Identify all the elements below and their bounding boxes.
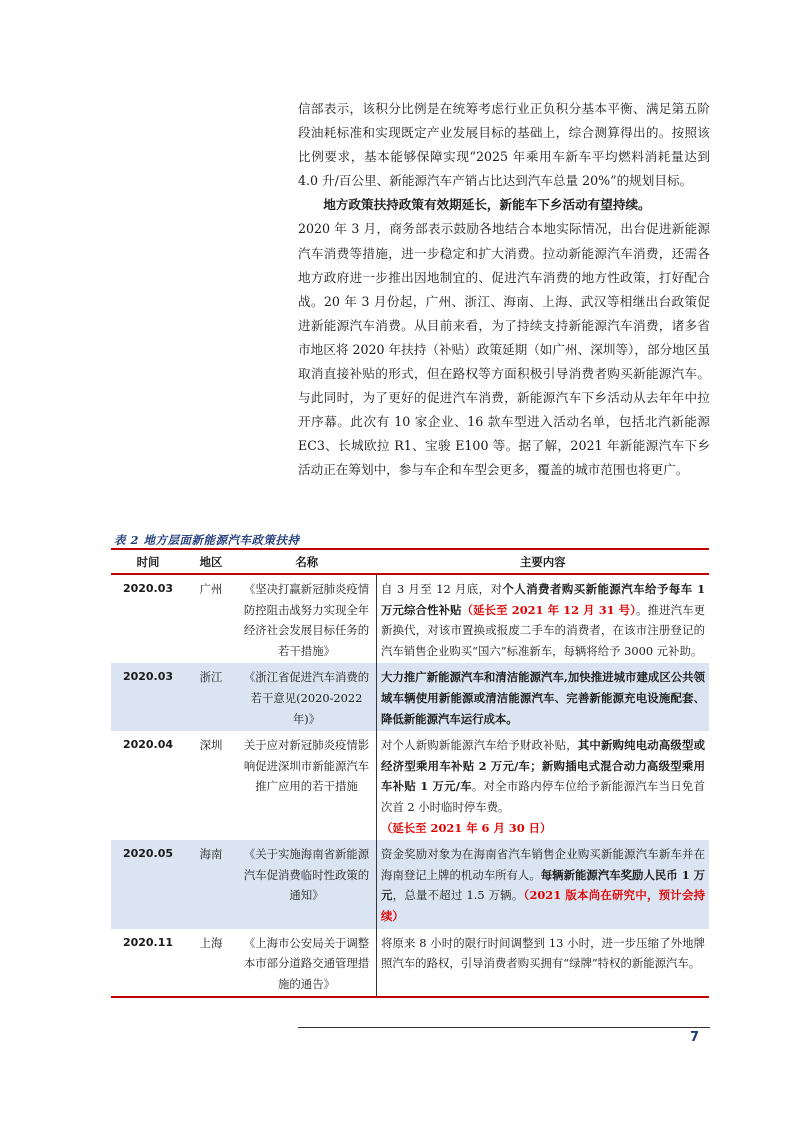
table-row xyxy=(111,929,709,998)
row-region: 深圳 xyxy=(185,731,237,840)
row-date: 2020.05 xyxy=(111,840,185,928)
content-text: ，总量不超过 1.5 万辆。 xyxy=(392,888,524,903)
row-policy-name: 《上海市公安局关于调整本市部分道路交通管理措施的通告》 xyxy=(237,929,377,998)
paragraph-2-body: 2020 年 3 月，商务部表示鼓励各地结合本地实际情况，出台促进新能源汽车消费等措施，进一步稳定和扩大消费。拉动新能源汽车消费，还需各地方政府进一步推出因地制宜的、促进汽车消费的地方性政策，打好配合战。20 年 3 月份起，广州、浙江、海南、上海、武汉等相继出台政策促进新能源汽车消费。从目前来看，为了持续支持新能源汽车消费，诸多省市地区将 2020 年扶持（补贴）政策延期（如广州、深圳等），部分地区虽取消直接补贴的形式，但在路权等方面积极引导消费者购买新能源汽车。与此同时，为了更好的促进汽车消费，新能源汽车下乡活动从去年年中拉开序幕。此次有 10 家企业、16 款车型进入活动名单，包括北汽新能源 EC3、长城欧拉 R1、宝骏 E100 等。据了解，2021 年新能源汽车下乡活动正在筹划中，参与车企和车型会更多，覆盖的城市范围也将更广。 xyxy=(298,221,710,478)
content-text: 将原来 8 小时的限行时间调整到 13 小时，进一步压缩了外地牌照汽车的路权，引导消费者购买拥有“绿牌”特权的新能源汽车。 xyxy=(381,935,705,971)
table-caption: 表 2 地方层面新能源汽车政策扶持 xyxy=(114,533,300,547)
header-time: 时间 xyxy=(111,551,185,574)
row-date: 2020.04 xyxy=(111,731,185,840)
content-text: 。对全市路内停车位给予新能源汽车当日免首次首 2 小时临时停车费。 xyxy=(381,779,705,814)
content-red: （延长至 2021 年 6 月 30 日） xyxy=(381,820,552,835)
content-bold: 个人消费者购买新能源汽车给予每车 1 万元综合性补贴 xyxy=(381,582,705,617)
row-policy-name: 《关于实施海南省新能源汽车促消费临时性政策的通知》 xyxy=(237,840,377,928)
content-bold: 其中新购纯电动高级型或经济型乘用车补贴 2 万元/车；新购插电式混合动力高级型乘用车补贴 1 万元/车 xyxy=(381,738,705,794)
content-text: 资金奖励对象为在海南省汽车销售企业购买新能源汽车新车并在海南登记上牌的机动车所有人。 xyxy=(381,847,705,882)
table-row xyxy=(111,663,709,731)
content-text: 对个人新购新能源汽车给予财政补贴， xyxy=(381,738,578,753)
body-text xyxy=(298,97,710,483)
row-content xyxy=(377,574,710,663)
footer-rule xyxy=(298,1027,710,1028)
row-region: 上海 xyxy=(185,929,237,998)
header-content: 主要内容 xyxy=(377,551,710,574)
table-row xyxy=(111,731,709,840)
row-date: 2020.11 xyxy=(111,929,185,998)
table-top-rule xyxy=(111,548,709,550)
row-policy-name: 关于应对新冠肺炎疫情影响促进深圳市新能源汽车推广应用的若干措施 xyxy=(237,731,377,840)
content-bold: 大力推广新能源汽车和清洁能源汽车,加快推进城市建成区公共领域车辆使用新能源或清洁能源汽车、完善新能源充电设施配套、降低新能源汽车运行成本。 xyxy=(381,670,705,726)
table-row xyxy=(111,574,709,663)
row-policy-name: 《坚决打赢新冠肺炎疫情防控阻击战努力实现全年经济社会发展目标任务的若干措施》 xyxy=(237,574,377,663)
row-content xyxy=(377,731,710,840)
row-date: 2020.03 xyxy=(111,663,185,731)
header-region: 地区 xyxy=(185,551,237,574)
row-region: 广州 xyxy=(185,574,237,663)
row-region: 浙江 xyxy=(185,663,237,731)
page-number: 7 xyxy=(690,1030,700,1045)
row-content xyxy=(377,840,710,928)
row-date: 2020.03 xyxy=(111,574,185,663)
table-header-row xyxy=(111,551,709,574)
content-bold: 每辆新能源汽车奖励人民币 1 万元 xyxy=(381,867,705,903)
header-name: 名称 xyxy=(237,551,377,574)
content-red: （2021 版本尚在研究中，预计会持续） xyxy=(381,888,705,923)
row-content xyxy=(377,663,710,731)
table-row xyxy=(111,840,709,928)
paragraph-2 xyxy=(298,193,710,217)
paragraph-2-lead: 地方政策扶持政策有效期延长，新能车下乡活动有望持续。 xyxy=(323,197,651,213)
row-region: 海南 xyxy=(185,840,237,928)
row-policy-name: 《浙江省促进汽车消费的若干意见(2020-2022 年)》 xyxy=(237,663,377,731)
content-text: 自 3 月至 12 月底，对 xyxy=(381,582,503,596)
content-text: 。推进汽车更新换代，对该市置换或报废二手车的消费者，在该市注册登记的汽车销售企业购买“国六”标准新车，每辆将给予 3000 元补助。 xyxy=(381,602,705,658)
row-content xyxy=(377,929,710,998)
content-red: （延长至 2021 年 12 月 31 号） xyxy=(461,602,637,617)
paragraph-1: 信部表示，该积分比例是在统筹考虑行业正负积分基本平衡、满足第五阶段油耗标准和实现既定产业发展目标的基础上，综合测算得出的。按照该比例要求，基本能够保障实现“2025 年乘用车新车平均燃料消耗量达到 4.0 升/百公里、新能源汽车产销占比达到汽车总量 20%”的规划目标。 xyxy=(298,101,710,189)
policy-table xyxy=(111,551,709,998)
